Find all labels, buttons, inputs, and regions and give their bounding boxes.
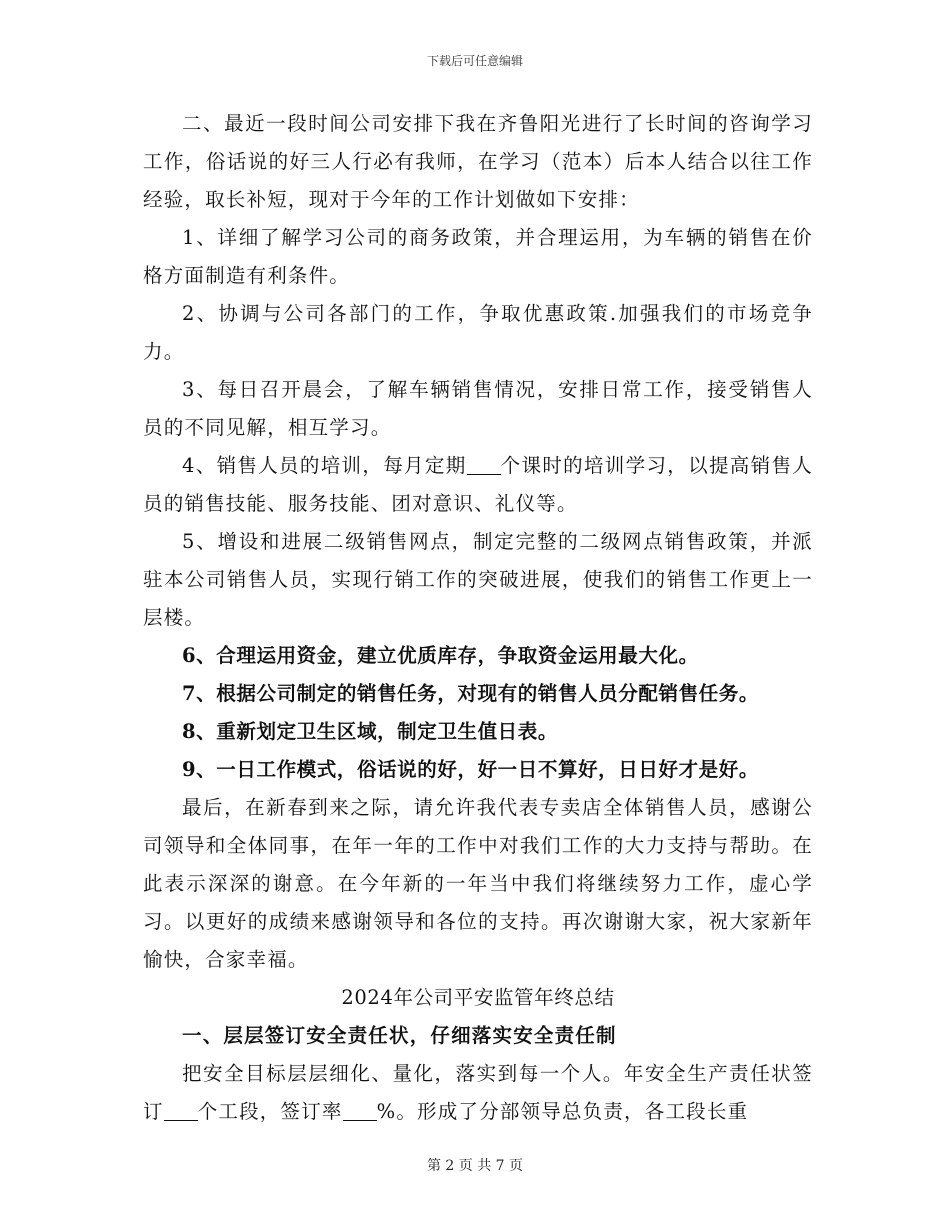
paragraph-safety-text-c: %。形成了分部领导总负责，各工段长重 [376,1100,749,1123]
list-item-1: 1、详细了解学习公司的商务政策，并合理运用，为车辆的销售在价格方面制造有利条件。 [143,226,813,287]
list-item-5: 5、增设和进展二级销售网点，制定完整的二级网点销售政策，并派驻本公司销售人员，实现行销工作的突破进展，使我们的销售工作更上一层楼。 [143,530,813,629]
list-item-9: 9、一日工作模式，俗话说的好，好一日不算好，日日好才是好。 [182,758,759,781]
page-number: 第 2 页 共 7 页 [426,1158,524,1174]
list-item-3: 3、每日召开晨会，了解车辆销售情况，安排日常工作，接受销售人员的不同见解，相互学习。 [143,378,813,439]
list-item-6: 6、合理运用资金，建立优质库存，争取资金运用最大化。 [182,644,699,667]
section-heading: 一、层层签订安全责任状，仔细落实安全责任制 [182,1024,617,1047]
paragraph-safety-text-a: 把安全目标层层细化、量化，落实到每一个人。年安全生产责任状签订 [143,1062,813,1123]
section-title: 2024年公司平安监管年终总结 [341,986,615,1009]
document-body [143,105,813,1131]
list-item-8: 8、重新划定卫生区域，制定卫生值日表。 [182,720,558,743]
paragraph-closing: 最后，在新春到来之际，请允许我代表专卖店全体销售人员，感谢公司领导和全体同事，在年一年的工作中对我们工作的大力支持与帮助。在此表示深深的谢意。在今年新的一年当中我们将继续努力工作，虚心学习。以更好的成绩来感谢领导和各位的支持。再次谢谢大家，祝大家新年愉快，合家幸福。 [143,796,813,971]
fill-in-blank [343,1101,377,1122]
list-item-2: 2、协调与公司各部门的工作，争取优惠政策.加强我们的市场竞争力。 [143,302,813,363]
list-item-4-text-b: 个课时的培训学习，以提高销售人员的销售技能、服务技能、团对意识、礼仪等。 [143,454,813,515]
list-item-7: 7、根据公司制定的销售任务，对现有的销售人员分配销售任务。 [182,682,759,705]
fill-in-blank [164,1101,198,1122]
fill-in-blank [467,455,501,476]
header-note: 下载后可任意编辑 [426,54,523,68]
list-item-4 [143,447,813,523]
paragraph-safety [143,1055,813,1131]
paragraph-safety-text-b: 个工段，签订率 [197,1100,343,1123]
list-item-4-text-a: 4、销售人员的培训，每月定期 [182,454,467,477]
paragraph-intro: 二、最近一段时间公司安排下我在齐鲁阳光进行了长时间的咨询学习工作，俗话说的好三人行必有我师，在学习（范本）后本人结合以往工作经验，取长补短，现对于今年的工作计划做如下安排： [143,112,813,211]
